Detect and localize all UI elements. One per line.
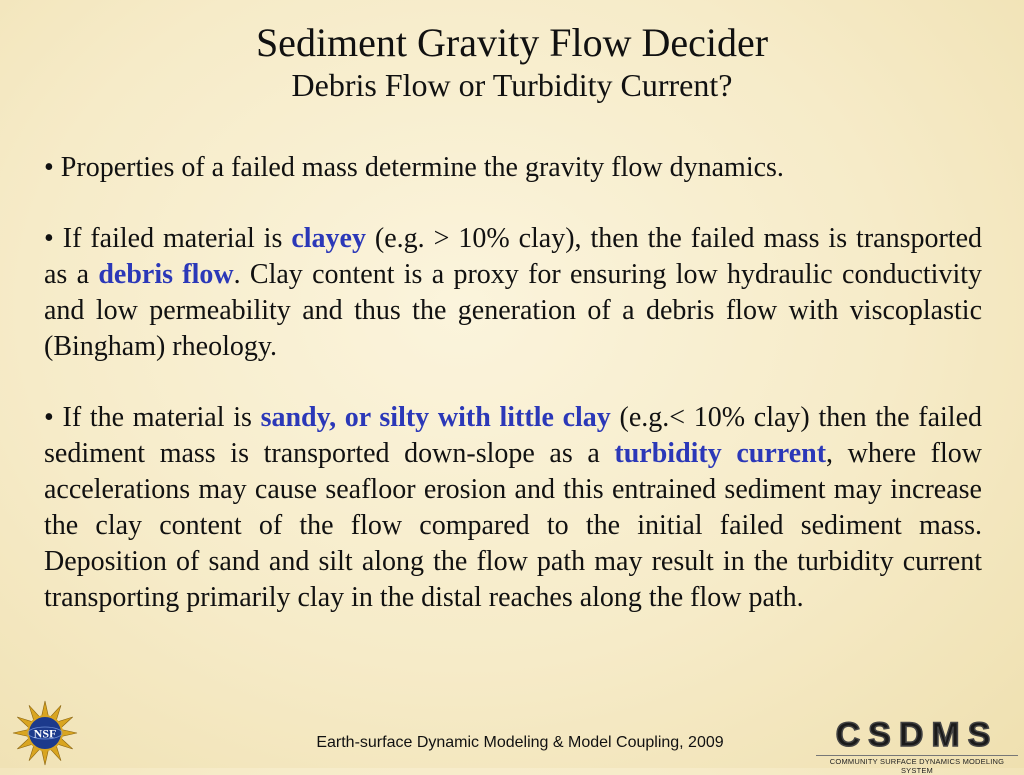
bullet-clayey-text-1: • If failed material is xyxy=(44,223,292,254)
slide-title: Sediment Gravity Flow Decider xyxy=(255,20,769,65)
nsf-logo xyxy=(12,700,78,766)
bullet-sandy-text-2: (e.g.< 10% clay) then the failed sediment mass is transported down-slope as a xyxy=(44,402,983,469)
nsf-logo-text: NSF xyxy=(33,726,57,741)
title-block xyxy=(0,20,1024,104)
slide-content xyxy=(44,150,982,651)
highlight-debris-flow: debris flow xyxy=(98,259,234,290)
slide-subtitle: Debris Flow or Turbidity Current? xyxy=(291,67,733,103)
footer-text: Earth-surface Dynamic Modeling & Model Coupling, 2009 xyxy=(316,734,724,751)
bullet-sandy-text-1: • If the material is xyxy=(44,402,261,433)
bullet-clayey-text-3: . Clay content is a proxy for ensuring low hydraulic conductivity and low permeability and thus the generation of a debris flow with viscoplastic (Bingham) rheology. xyxy=(44,259,982,362)
bullet-clayey xyxy=(44,221,982,365)
csdms-logo-text: CSDMS xyxy=(835,716,999,754)
highlight-sandy-silty: sandy, or silty with little clay xyxy=(260,402,611,433)
highlight-clayey: clayey xyxy=(291,223,366,254)
highlight-turbidity-current: turbidity current xyxy=(614,438,827,469)
bullet-clayey-text-2: (e.g. > 10% clay), then the failed mass is transported as a xyxy=(44,223,982,290)
bullet-properties: • Properties of a failed mass determine the gravity flow dynamics. xyxy=(44,152,784,183)
csdms-logo xyxy=(816,716,1018,775)
csdms-tagline: COMMUNITY SURFACE DYNAMICS MODELING SYSTEM xyxy=(816,755,1018,775)
bullet-sandy-text-3: , where flow accelerations may cause seafloor erosion and this entrained sediment may increase the clay content of the flow compared to the initial failed sediment mass. Deposition of sand and silt along the flow path may result in the turbidity current transporting primarily clay in the distal reaches along the flow path. xyxy=(44,438,982,613)
bullet-sandy xyxy=(44,400,982,616)
